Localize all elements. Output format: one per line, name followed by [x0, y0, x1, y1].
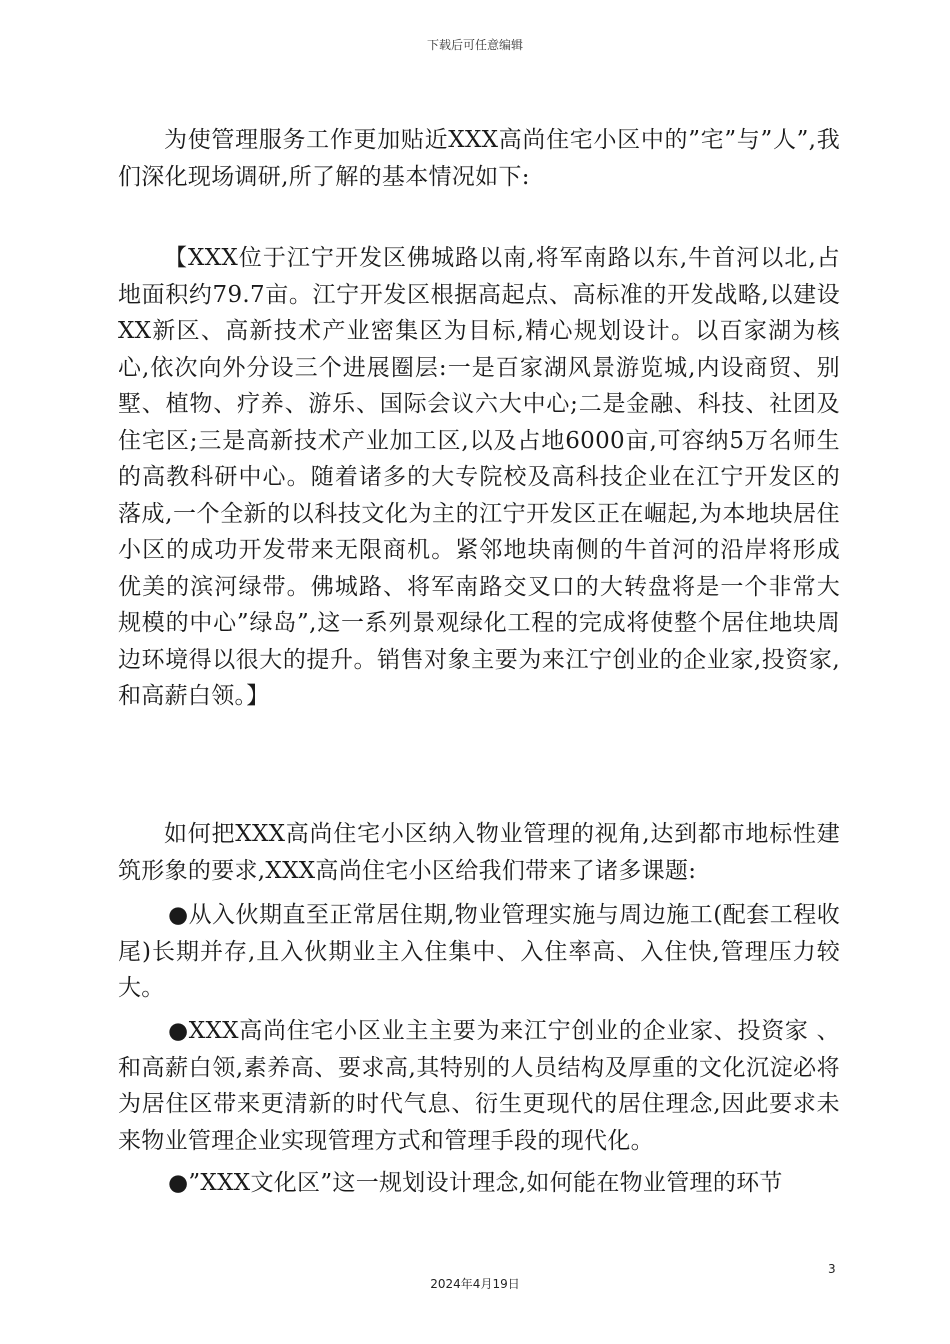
issues-intro-paragraph: 如何把XXX高尚住宅小区纳入物业管理的视角,达到都市地标性建筑形象的要求,XXX高尚住宅小区给我们带来了诸多课题:: [118, 821, 840, 884]
page-header: 下载后可任意编辑: [426, 38, 523, 52]
bullet-item-owners: ●XXX高尚住宅小区业主主要为来江宁创业的企业家、投资家 、和高薪白领,素养高、要求高,其特别的人员结构及厚重的文化沉淀必将为居住区带来更清新的时代气息、衍生更现代的居住理念,因此要求未来物业管理企业实现管理方式和管理手段的现代化。: [118, 1018, 840, 1154]
footer-date: 2024年4月19日: [430, 1277, 520, 1291]
bullet-item-move-in: ●从入伙期直至正常居住期,物业管理实施与周边施工(配套工程收尾)长期并存,且入伙期业主入住集中、入住率高、入住快,管理压力较大。: [118, 902, 840, 1001]
page-number: 3: [828, 1262, 836, 1276]
bullet-item-culture-zone: ●”XXX文化区”这一规划设计理念,如何能在物业管理的环节: [168, 1170, 783, 1196]
intro-paragraph: 为使管理服务工作更加贴近XXX高尚住宅小区中的”宅”与”人”,我们深化现场调研,所了解的基本情况如下:: [118, 127, 840, 190]
site-description-paragraph: 【XXX位于江宁开发区佛城路以南,将军南路以东,牛首河以北,占地面积约79.7亩。江宁开发区根据高起点、高标准的开发战略,以建设XX新区、高新技术产业密集区为目标,精心规划设计。以百家湖为核心,依次向外分设三个进展圈层:一是百家湖风景游览城,内设商贸、别墅、植物、疗养、游乐、国际会议六大中心;二是金融、科技、社团及住宅区;三是高新技术产业加工区,以及占地6000亩,可容纳5万名师生的高教科研中心。随着诸多的大专院校及高科技企业在江宁开发区的落成,一个全新的以科技文化为主的江宁开发区正在崛起,为本地块居住小区的成功开发带来无限商机。紧邻地块南侧的牛首河的沿岸将形成优美的滨河绿带。佛城路、将军南路交叉口的大转盘将是一个非常大规模的中心”绿岛”,这一系列景观绿化工程的完成将使整个居住地块周边环境得以很大的提升。销售对象主要为来江宁创业的企业家,投资家,和高薪白领。】: [118, 245, 840, 709]
